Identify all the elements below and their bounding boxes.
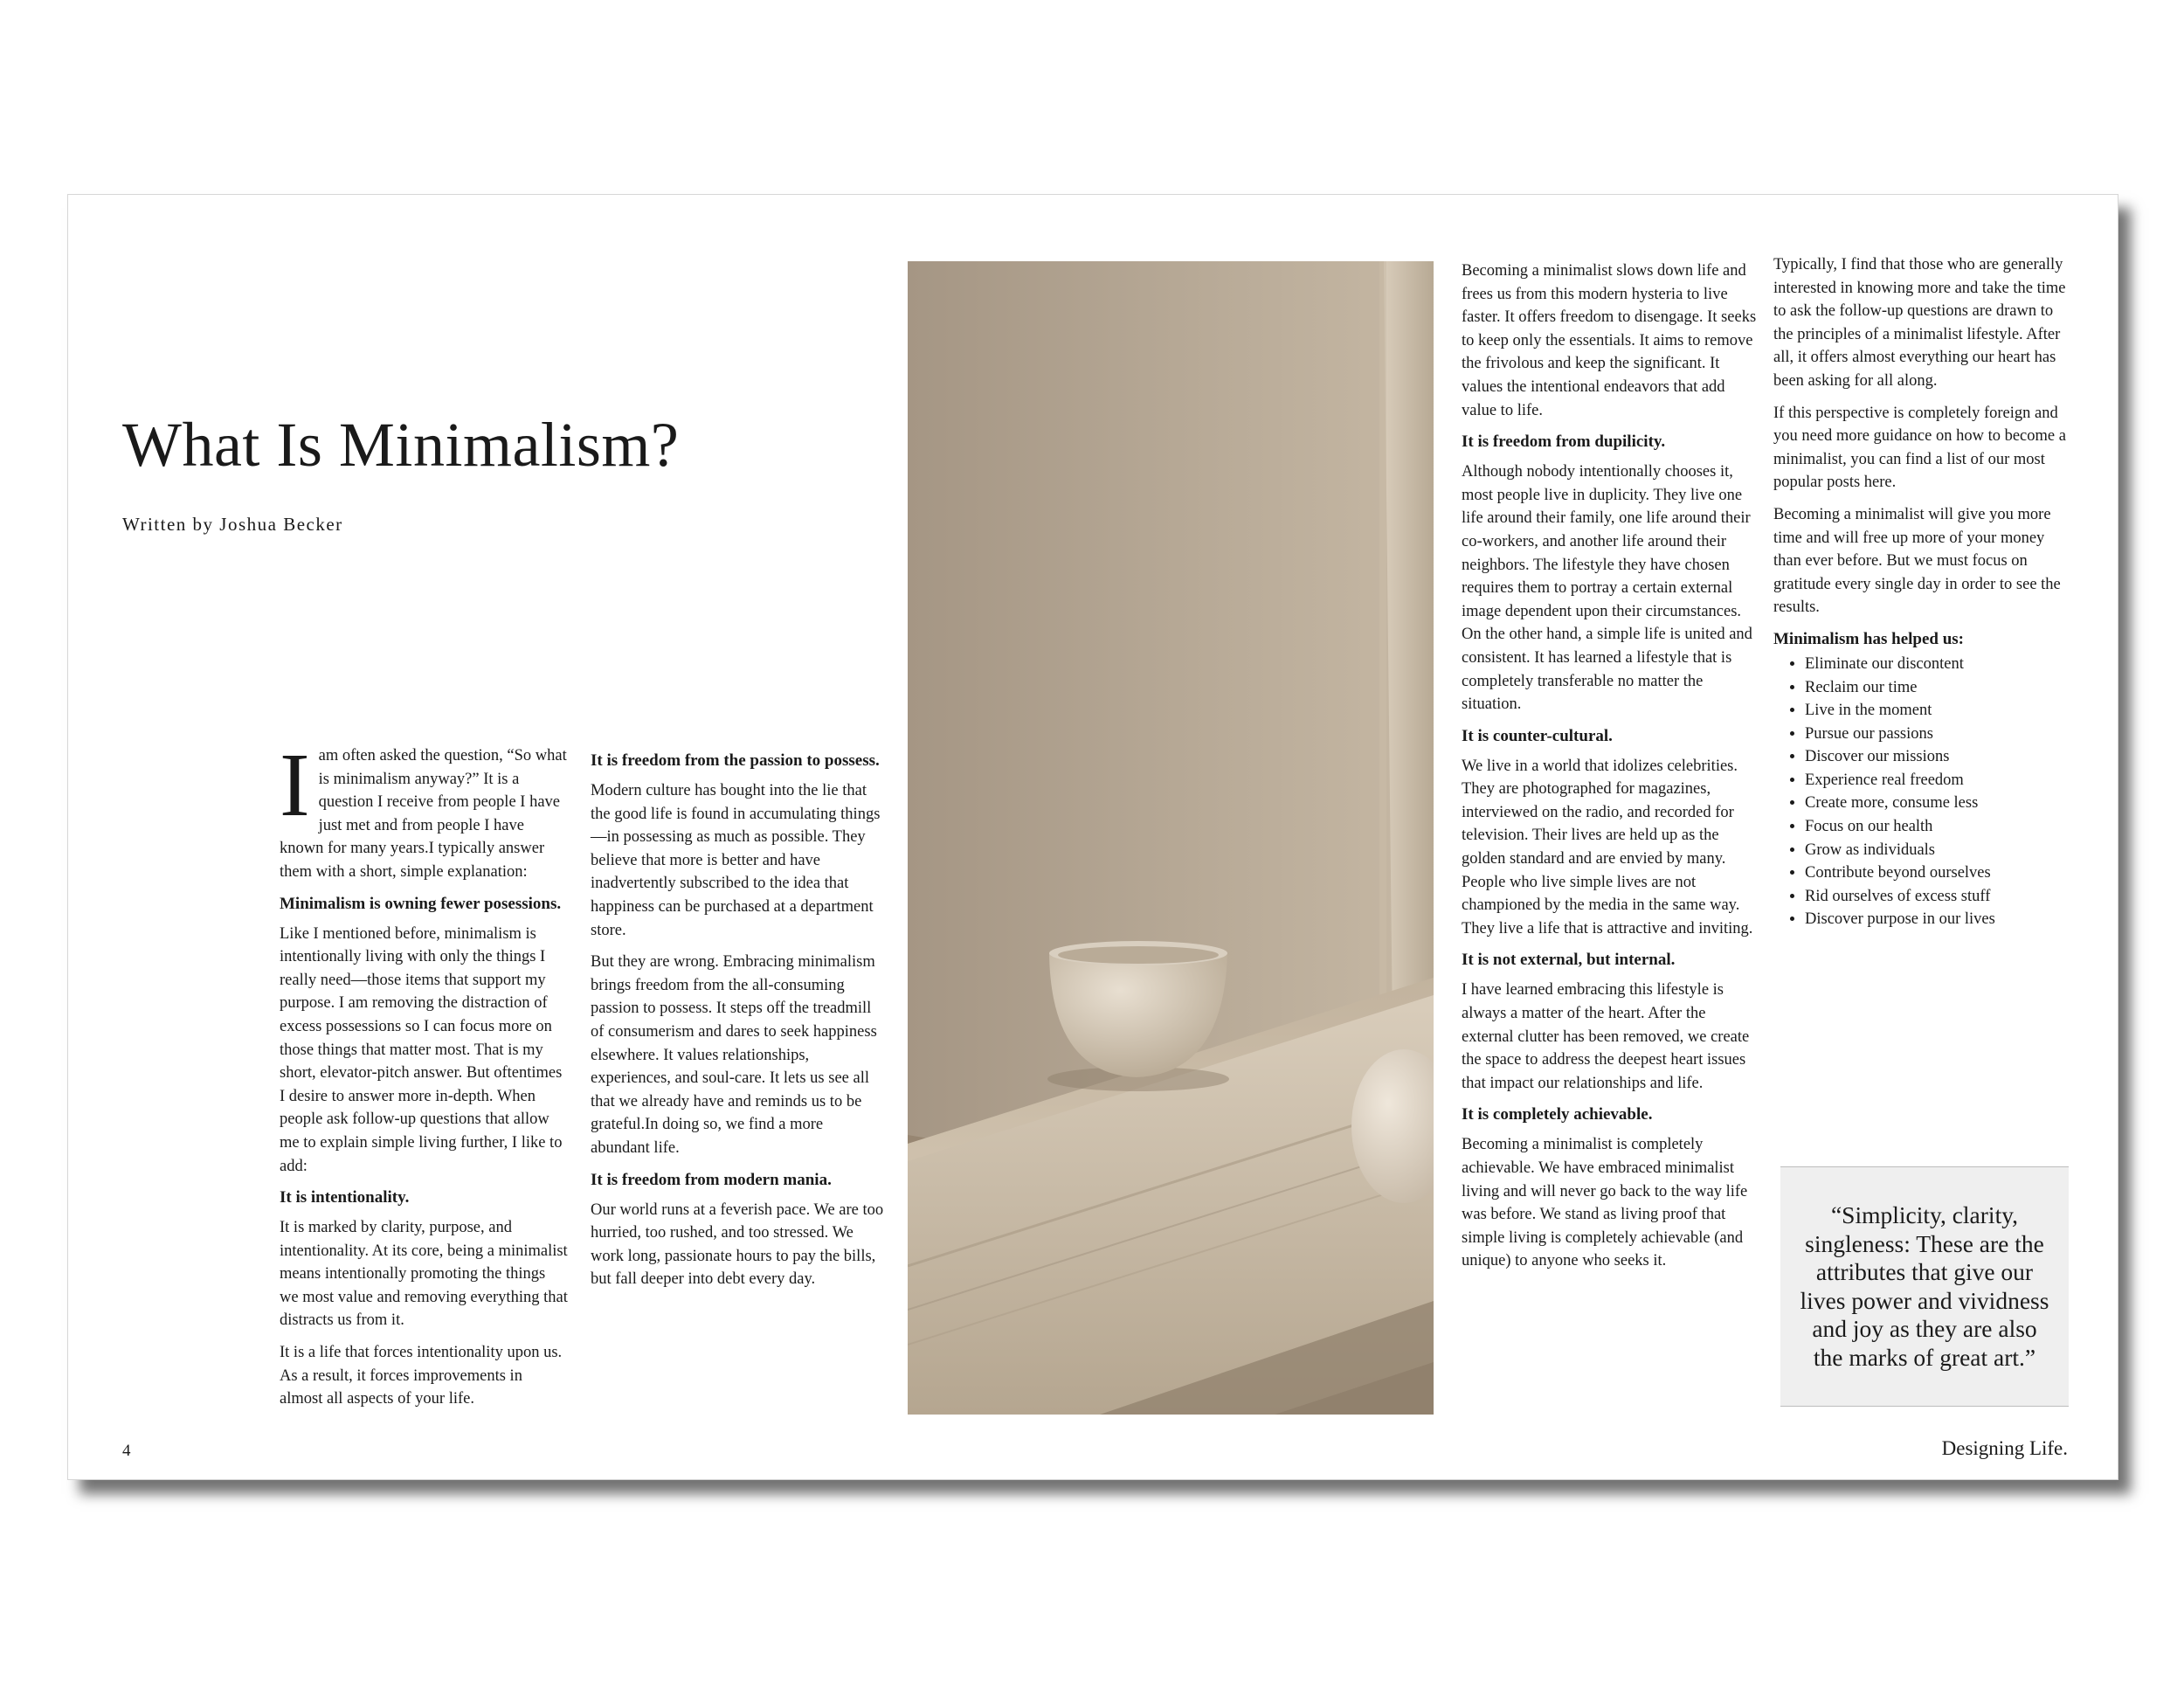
list-item: • Focus on our health (1805, 815, 2075, 839)
section-heading: It is freedom from the passion to possess. (591, 751, 880, 770)
list-item: • Reclaim our time (1805, 676, 2075, 700)
section-heading: It is freedom from modern mania. (591, 1170, 832, 1189)
list-heading: Minimalism has helped us: (1773, 629, 1965, 648)
list-item: • Contribute beyond ourselves (1805, 861, 2075, 885)
body-paragraph: I have learned embracing this lifestyle is always a matter of the heart. After the external clutter has been removed, we create the space to address the deepest heart issues that impact our relationships and life. (1462, 981, 1750, 1092)
text-column-3 (1462, 259, 1759, 1282)
section-heading: It is not external, but internal. (1462, 951, 1676, 970)
section-heading: It is intentionality. (280, 1188, 410, 1207)
list-item: • Rid ourselves of excess stuff (1805, 885, 2075, 909)
publication-name: Designing Life. (1941, 1437, 2068, 1459)
section-heading: It is freedom from dupilicity. (1462, 432, 1666, 452)
body-paragraph: Typically, I find that those who are generally interested in knowing more and take the time to ask the follow-up questions are drawn to the principles of a minimalist lifestyle. After all, it offers almost everything our heart has been asking for all along. (1773, 256, 2066, 390)
list-item: • Pursue our passions (1805, 723, 2075, 746)
list-item: • Experience real freedom (1805, 769, 2075, 792)
list-item: • Eliminate our discontent (1805, 653, 2075, 676)
page-number: 4 (122, 1442, 131, 1460)
list-item: • Grow as individuals (1805, 839, 2075, 862)
body-paragraph: We live in a world that idolizes celebrities. They are photographed for magazines, interviewed on the radio, and recorded for television. Their lives are held up as the golden standard and are envied by many. People who live simple lives are not championed by the media in the same way. They live a life that is attractive and inviting. (1462, 757, 1753, 937)
benefits-list (1773, 653, 2075, 931)
body-paragraph: Modern culture has bought into the lie that the good life is found in accumulating things—in possessing as much as possible. They believe that more is better and have inadvertently subscribed to the idea that happiness can be purchased at a department store. (591, 782, 881, 939)
ceramic-bowl-photo (908, 261, 1434, 1415)
body-paragraph: Our world runs at a feverish pace. We are too hurried, too rushed, and too stressed. We work long, passionate hours to pay the bills, but fall deeper into debt every day. (591, 1200, 884, 1289)
body-paragraph: Becoming a minimalist is completely achievable. We have embraced minimalist living and will never go back to the way life was before. We stand as living proof that simple living is completely achievable (and unique) to anyone who seeks it. (1462, 1136, 1748, 1270)
body-paragraph: It is a life that forces intentionality upon us. As a result, it forces improvements in almost all aspects of your life. (280, 1344, 563, 1408)
list-item: • Discover purpose in our lives (1805, 908, 2075, 931)
body-paragraph: Becoming a minimalist will give you more time and will free up more of your money than ever before. But we must focus on gratitude every single day in order to see the results. (1773, 505, 2061, 617)
pull-quote (1780, 1166, 2069, 1407)
body-paragraph: But they are wrong. Embracing minimalism brings freedom from the all-consuming passion to possess. It steps off the treadmill of consumerism and dares to seek happiness elsewhere. It values relationships, experiences, and soul-care. It lets us see all that we already have and reminds us to be grateful.In doing so, we find a more abundant life. (591, 953, 877, 1157)
section-heading: It is counter-cultural. (1462, 726, 1613, 745)
intro-paragraph (280, 735, 568, 884)
list-item: • Live in the moment (1805, 699, 2075, 723)
body-paragraph: It is marked by clarity, purpose, and intentionality. At its core, being a minimalist means intentionally promoting the things we most value and removing everything that distracts us from it. (280, 1219, 568, 1330)
section-heading: Minimalism is owning fewer posessions. (280, 894, 562, 913)
drop-cap: I (280, 735, 310, 835)
pull-quote-text: “Simplicity, clarity, singleness: These are the attributes that give our lives power and vividness and joy as they are also the marks of great art.” (1800, 1201, 2049, 1371)
article-title: What Is Minimalism? (122, 410, 680, 480)
list-item: • Create more, consume less (1805, 792, 2075, 815)
text-column-1 (280, 735, 568, 1420)
text-column-4 (1773, 253, 2075, 931)
section-heading: It is completely achievable. (1462, 1105, 1653, 1124)
body-paragraph: If this perspective is completely foreign and you need more guidance on how to become a minimalist, you can find a list of our most popular posts here. (1773, 404, 2066, 492)
article-byline: Written by Joshua Becker (122, 514, 343, 535)
body-paragraph: Like I mentioned before, minimalism is intentionally living with only the things I really need—those items that support my purpose. I am removing the distraction of excess possessions so I can focus more on those things that matter most. That is my short, elevator-pitch answer. But oftentimes I desire to answer more in-depth. When people ask follow-up questions that allow me to explain simple living further, I like to add: (280, 924, 563, 1175)
list-item: • Discover our missions (1805, 745, 2075, 769)
body-paragraph: Becoming a minimalist slows down life and frees us from this modern hysteria to live faster. It offers freedom to disengage. It seeks to keep only the essentials. It aims to remove the frivolous and keep the significant. It values the intentional endeavors that add value to life. (1462, 262, 1757, 419)
text-column-2 (591, 744, 886, 1300)
intro-text: am often asked the question, “So what is minimalism anyway?” It is a question I receive from people I have just met and from people I have known for many years.I typically answer them with a short, simple explanation: (280, 747, 567, 881)
body-paragraph: Although nobody intentionally chooses it, most people live in duplicity. They live one life around their family, one life around their co-workers, and another life around their neighbors. The lifestyle they have chosen requires them to portray a certain external image dependent upon their circumstances. On the other hand, a simple life is united and consistent. It has learned a lifestyle that is completely transferable no matter the situation. (1462, 463, 1752, 714)
